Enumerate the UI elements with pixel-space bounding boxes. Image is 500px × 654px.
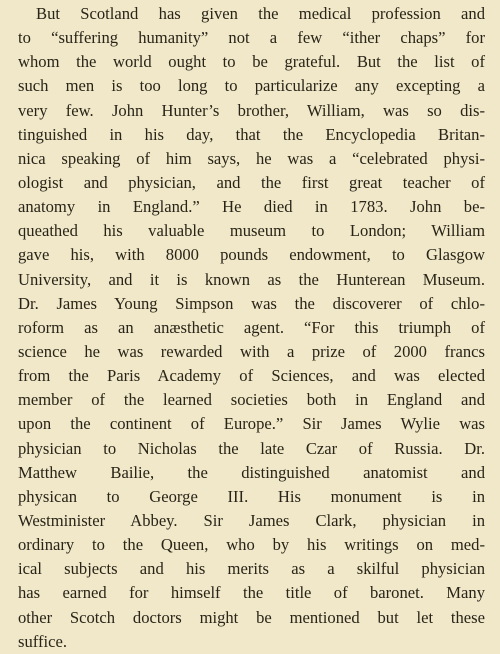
text-line: ordinary to the Queen, who by his writings on med-	[18, 535, 485, 555]
text-line: University, and it is known as the Hunterean Museum.	[18, 269, 485, 289]
text-line: physican to George III. His monument is in	[18, 486, 485, 506]
text-line: tinguished in his day, that the Encyclopedia Britan-	[18, 124, 485, 144]
text-line: nica speaking of him says, he was a “celebrated physi-	[18, 148, 485, 168]
body-paragraph	[0, 2, 500, 654]
text-line: Westminister Abbey. Sir James Clark, physician in	[18, 510, 485, 530]
text-line: ologist and physician, and the first great teacher of	[18, 172, 485, 192]
text-line: has earned for himself the title of baronet. Many	[18, 583, 485, 603]
text-line: member of the learned societies both in England and	[18, 390, 485, 410]
text-line: physician to Nicholas the late Czar of Russia. Dr.	[18, 438, 485, 458]
text-line: such men is too long to particularize any excepting a	[18, 76, 485, 96]
text-line: queathed his valuable museum to London; William	[18, 221, 485, 241]
text-line: very few. John Hunter’s brother, William, was so dis-	[18, 100, 485, 120]
text-line: anatomy in England.” He died in 1783. John be-	[18, 197, 485, 217]
text-line: Dr. James Young Simpson was the discoverer of chlo-	[18, 293, 485, 313]
text-line: roform as an anæsthetic agent. “For this triumph of	[18, 317, 485, 337]
text-line: to “suffering humanity” not a few “ither chaps” for	[18, 28, 485, 48]
text-line: from the Paris Academy of Sciences, and was elected	[18, 366, 485, 386]
text-line: science he was rewarded with a prize of 2000 francs	[18, 341, 485, 361]
text-line: gave his, with 8000 pounds endowment, to Glasgow	[18, 245, 485, 265]
text-line: But Scotland has given the medical profession and	[36, 4, 485, 23]
text-line: ical subjects and his merits as a skilful physician	[18, 559, 485, 579]
text-line: upon the continent of Europe.” Sir James Wylie was	[18, 414, 485, 434]
text-line: suffice.	[18, 631, 67, 651]
text-line: Matthew Bailie, the distinguished anatomist and	[18, 462, 485, 482]
text-line: other Scotch doctors might be mentioned but let these	[18, 607, 485, 627]
text-line: whom the world ought to be grateful. But the list of	[18, 52, 485, 72]
